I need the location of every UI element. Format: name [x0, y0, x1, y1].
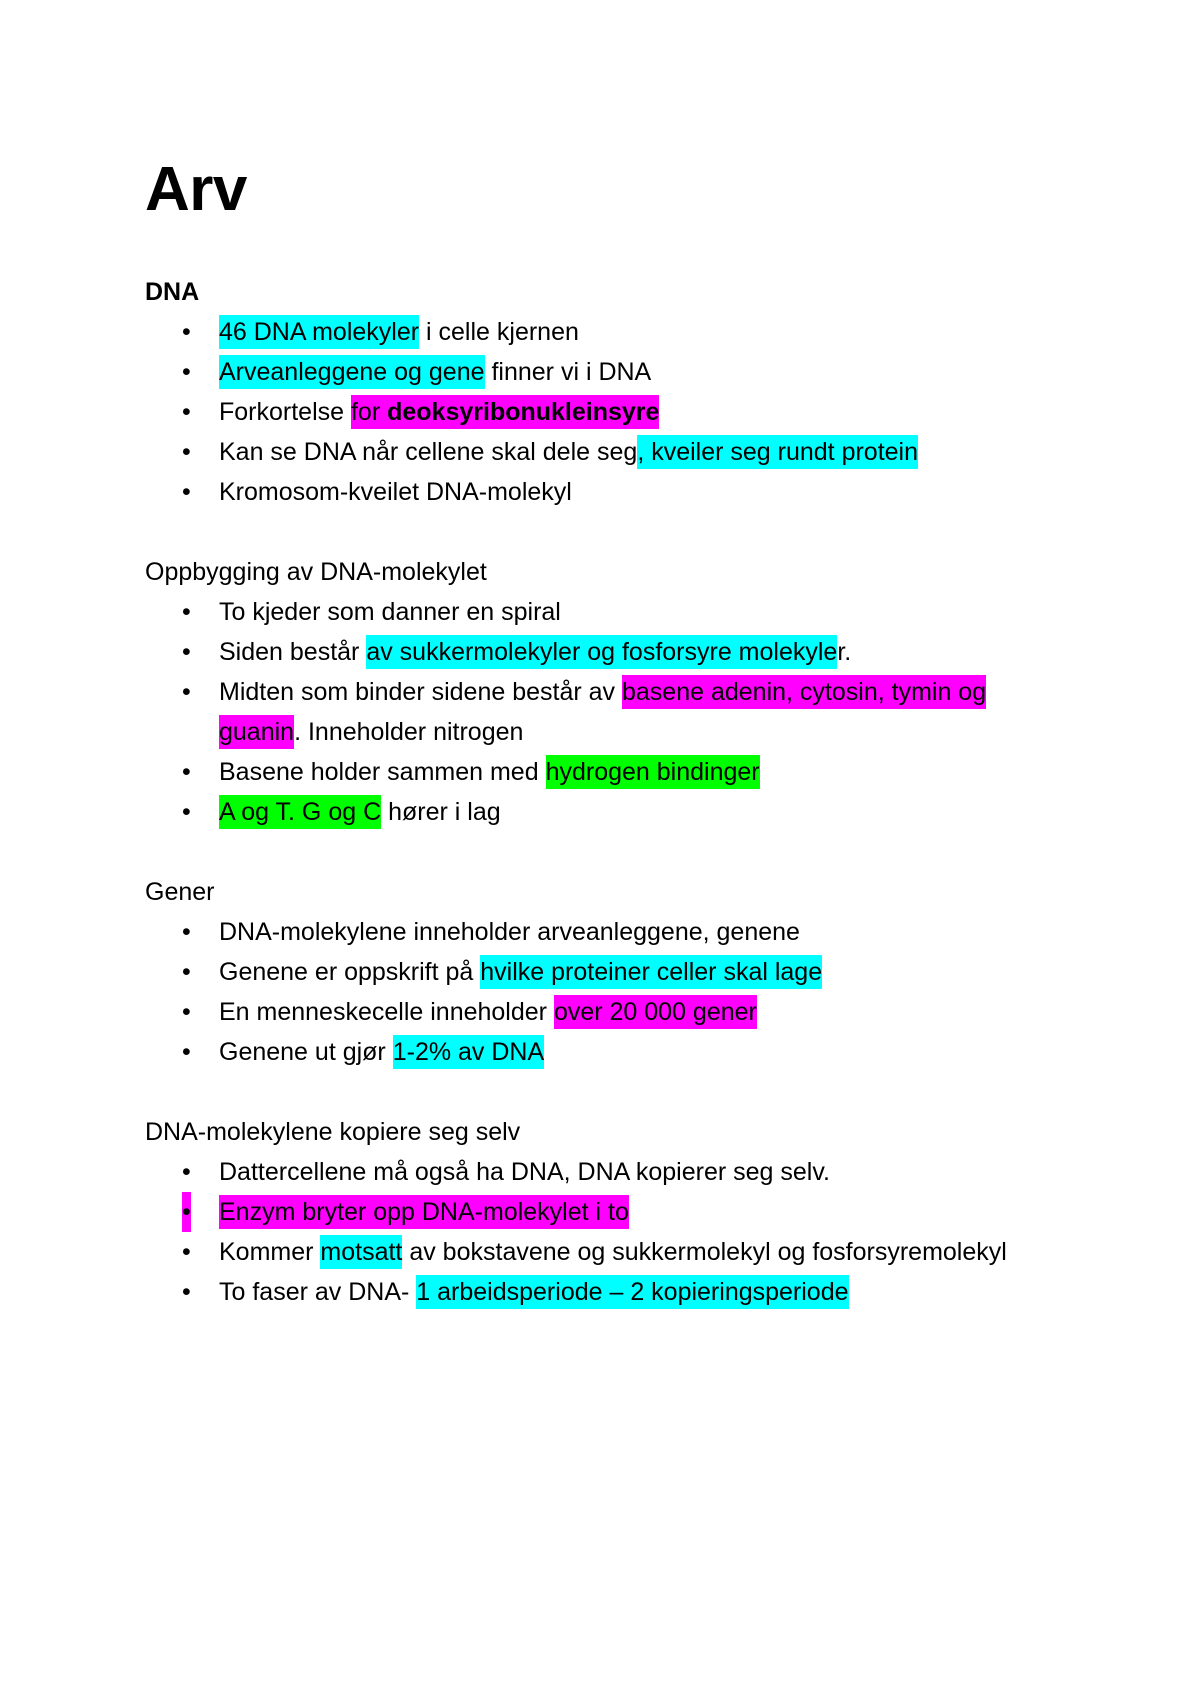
- bullet-item: [145, 1272, 1075, 1312]
- section-heading: DNA: [145, 278, 200, 306]
- bullet-item: [145, 672, 1075, 752]
- text-segment: Genene er oppskrift på: [219, 958, 481, 986]
- bullet-item: [145, 592, 1075, 632]
- bullet-dot-icon: •: [182, 958, 191, 986]
- bullet-item: [145, 472, 1075, 512]
- bullet-item: [145, 792, 1075, 832]
- highlighted-text: hydrogen bindinger: [546, 755, 760, 789]
- bullet-dot-icon: •: [182, 1158, 191, 1186]
- bullet-item: [145, 752, 1075, 792]
- bullet-item: [145, 352, 1075, 392]
- bullet-item: [145, 632, 1075, 672]
- bullet-dot-icon: •: [182, 638, 191, 666]
- highlighted-text: deoksyribonukleinsyre: [387, 395, 659, 429]
- section: [145, 272, 1075, 512]
- bullet-list: [145, 912, 1075, 1072]
- spacer: [145, 230, 1075, 272]
- text-segment: Forkortelse: [219, 398, 351, 426]
- bullet-dot-icon: •: [182, 758, 191, 786]
- text-segment: To kjeder som danner en spiral: [219, 598, 561, 626]
- text-segment: Dattercellene må også ha DNA, DNA kopierer seg selv.: [219, 1158, 830, 1186]
- highlighted-text: 1 arbeidsperiode – 2 kopieringsperiode: [416, 1275, 848, 1309]
- text-segment: Kromosom-kveilet DNA-molekyl: [219, 478, 572, 506]
- bullet-item: [145, 392, 1075, 432]
- highlighted-text: 46 DNA molekyler: [219, 315, 419, 349]
- bullet-item: [145, 1232, 1075, 1272]
- highlighted-text: motsatt: [320, 1235, 402, 1269]
- text-segment: r.: [837, 638, 852, 666]
- highlighted-text: Enzym bryter opp DNA-molekylet i to: [219, 1195, 629, 1229]
- highlighted-text: av sukkermolekyler og fosforsyre molekyle: [366, 635, 837, 669]
- text-segment: . Inneholder nitrogen: [294, 718, 524, 746]
- bullet-dot-icon: •: [182, 998, 191, 1026]
- section: [145, 1112, 1075, 1312]
- text-segment: Midten som binder sidene består av: [219, 678, 622, 706]
- document-body: [145, 272, 1075, 1312]
- text-segment: En menneskecelle inneholder: [219, 998, 554, 1026]
- section-heading: DNA-molekylene kopiere seg selv: [145, 1118, 521, 1146]
- bullet-item: [145, 1152, 1075, 1192]
- bullet-dot-icon: •: [182, 1192, 191, 1232]
- bullet-item: [145, 1032, 1075, 1072]
- bullet-list: [145, 312, 1075, 512]
- bullet-dot-icon: •: [182, 918, 191, 946]
- bullet-dot-icon: •: [182, 1238, 191, 1266]
- bullet-item: [145, 952, 1075, 992]
- highlighted-text: over 20 000 gener: [554, 995, 757, 1029]
- section-heading: Oppbygging av DNA-molekylet: [145, 558, 487, 586]
- text-segment: finner vi i DNA: [484, 358, 652, 386]
- highlighted-text: Arveanleggene og gene: [219, 355, 485, 389]
- highlighted-text: A og T. G og C: [219, 795, 381, 829]
- section: [145, 872, 1075, 1072]
- bullet-dot-icon: •: [182, 1038, 191, 1066]
- bullet-dot-icon: •: [182, 318, 191, 346]
- section-spacer: [145, 512, 1075, 552]
- document-title: Arv: [145, 155, 247, 224]
- bullet-list: [145, 592, 1075, 832]
- highlighted-text: 1-2% av DNA: [393, 1035, 544, 1069]
- bullet-dot-icon: •: [182, 438, 191, 466]
- bullet-dot-icon: •: [182, 598, 191, 626]
- text-segment: To faser av DNA-: [219, 1278, 417, 1306]
- bullet-item: [145, 912, 1075, 952]
- bullet-item: [145, 432, 1075, 472]
- bullet-dot-icon: •: [182, 398, 191, 426]
- text-segment: Siden består: [219, 638, 367, 666]
- text-segment: Kommer: [219, 1238, 321, 1266]
- bullet-list: [145, 1152, 1075, 1312]
- text-segment: Basene holder sammen med: [219, 758, 546, 786]
- bullet-item: [145, 1192, 1075, 1232]
- highlighted-text: , kveiler seg rundt protein: [637, 435, 918, 469]
- text-segment: DNA-molekylene inneholder arveanleggene, genene: [219, 918, 800, 946]
- section-spacer: [145, 832, 1075, 872]
- text-segment: av bokstavene og sukkermolekyl og fosforsyremolekyl: [402, 1238, 1007, 1266]
- section-spacer: [145, 1072, 1075, 1112]
- text-segment: hører i lag: [381, 798, 501, 826]
- bullet-dot-icon: •: [182, 678, 191, 706]
- document-page: [145, 150, 1075, 1312]
- section: [145, 552, 1075, 832]
- bullet-item: [145, 992, 1075, 1032]
- text-segment: Genene ut gjør: [219, 1038, 393, 1066]
- highlighted-text: hvilke proteiner celler skal lage: [480, 955, 822, 989]
- bullet-item: [145, 312, 1075, 352]
- highlighted-text: for: [351, 395, 387, 429]
- bullet-dot-icon: •: [182, 358, 191, 386]
- text-segment: i celle kjernen: [419, 318, 579, 346]
- highlighted-text: basene adenin, cytosin, tymin og guanin: [219, 675, 986, 749]
- section-heading: Gener: [145, 878, 215, 906]
- text-segment: Kan se DNA når cellene skal dele seg: [219, 438, 638, 466]
- bullet-dot-icon: •: [182, 1278, 191, 1306]
- bullet-dot-icon: •: [182, 798, 191, 826]
- bullet-dot-icon: •: [182, 478, 191, 506]
